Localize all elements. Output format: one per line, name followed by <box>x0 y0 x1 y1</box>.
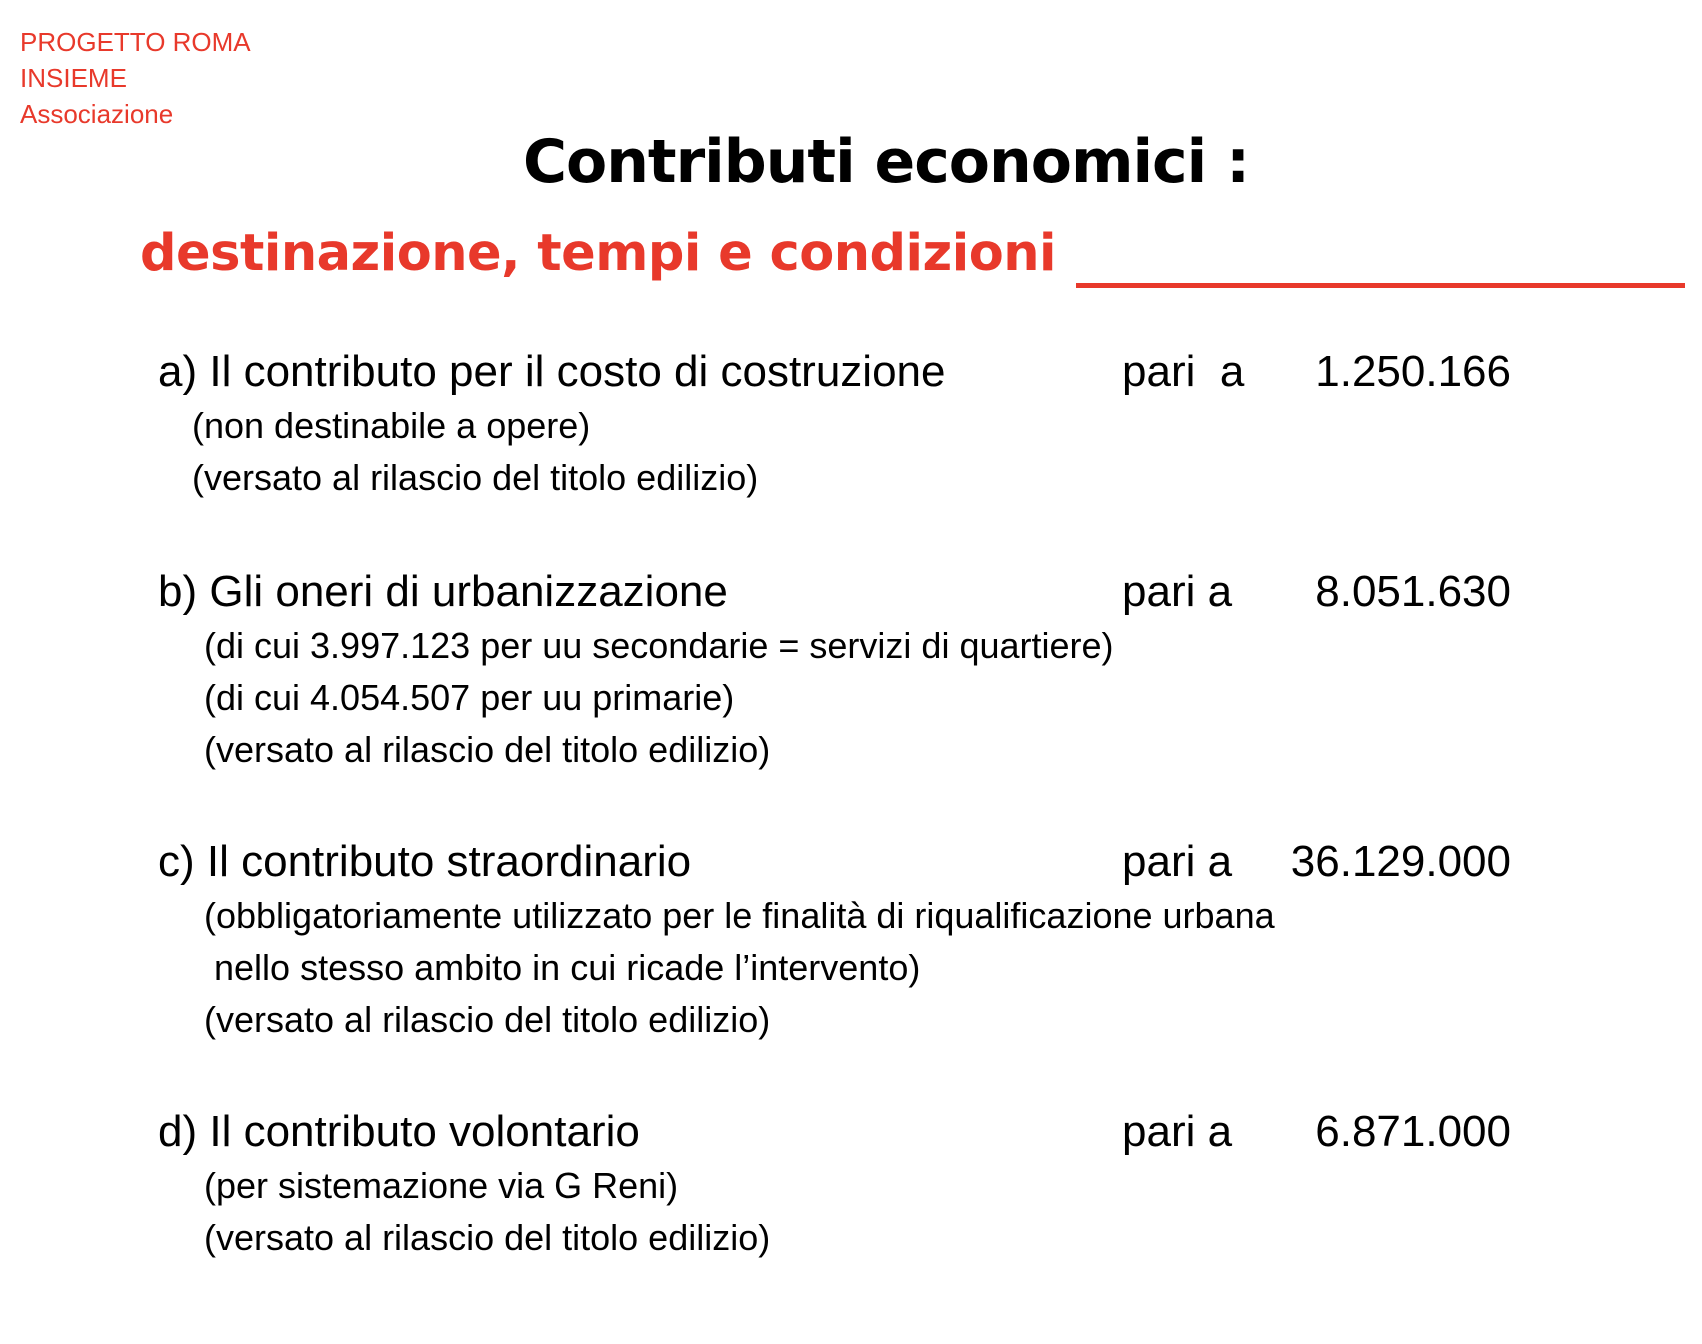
item-amount: 36.129.000 <box>1290 837 1511 886</box>
item-note: (obbligatoriamente utilizzato per le finalità di riqualificazione urbana <box>204 895 1275 936</box>
item-amount: 1.250.166 <box>1315 347 1511 396</box>
subtitle-underline <box>1076 283 1685 288</box>
item-note: (versato al rilascio del titolo edilizio) <box>204 729 771 770</box>
item-amount: 6.871.000 <box>1315 1107 1511 1156</box>
org-line-1: PROGETTO ROMA <box>20 27 251 57</box>
item-heading <box>158 834 1518 890</box>
item-note: (di cui 3.997.123 per uu secondarie = servizi di quartiere) <box>204 625 1114 666</box>
item-note: (per sistemazione via G Reni) <box>204 1165 679 1206</box>
contribution-item-b <box>158 564 1518 776</box>
item-note: (versato al rilascio del titolo edilizio) <box>204 1217 771 1258</box>
item-heading <box>158 344 1518 400</box>
item-note: (versato al rilascio del titolo edilizio) <box>192 457 759 498</box>
item-amount: 8.051.630 <box>1315 567 1511 616</box>
item-pari: pari a <box>1122 837 1233 886</box>
contribution-item-d <box>158 1104 1518 1264</box>
item-pari: pari a <box>1122 567 1233 616</box>
contribution-item-c <box>158 834 1518 1046</box>
org-line-2: INSIEME <box>20 63 127 93</box>
subtitle-row <box>140 216 1685 302</box>
item-note: nello stesso ambito in cui ricade l’intervento) <box>204 947 921 988</box>
item-label: c) Il contributo straordinario <box>158 837 692 886</box>
item-note: (non destinabile a opere) <box>192 405 591 446</box>
item-note: (versato al rilascio del titolo edilizio) <box>204 999 771 1040</box>
organization-name <box>20 24 251 132</box>
org-line-3: Associazione <box>20 99 174 129</box>
item-pari: pari a <box>1122 1107 1233 1156</box>
item-heading <box>158 1104 1518 1160</box>
item-label: d) Il contributo volontario <box>158 1107 640 1156</box>
item-note: (di cui 4.054.507 per uu primarie) <box>204 677 735 718</box>
item-heading <box>158 564 1518 620</box>
page-subtitle: destinazione, tempi e condizioni <box>140 224 1057 283</box>
page-title: Contributi economici : <box>522 127 1250 197</box>
item-label: a) Il contributo per il costo di costruzione <box>158 347 946 396</box>
item-label: b) Gli oneri di urbanizzazione <box>158 567 728 616</box>
item-pari: pari a <box>1122 347 1245 396</box>
contribution-item-a <box>158 344 1518 504</box>
